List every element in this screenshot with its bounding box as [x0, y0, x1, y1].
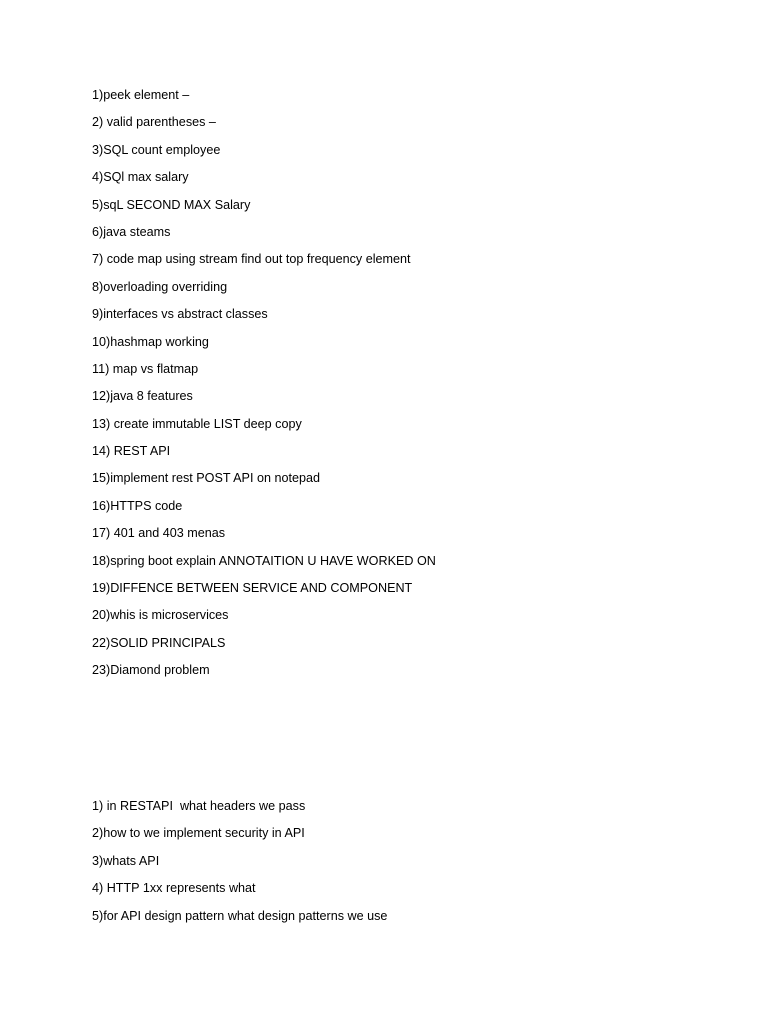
list-item: 16)HTTPS code [92, 498, 183, 513]
list-item: 1)peek element – [92, 88, 190, 102]
question-list-first [92, 82, 436, 685]
list-item: 2)how to we implement security in API [92, 826, 305, 841]
list-item: 2) valid parentheses – [92, 115, 216, 130]
list-item: 7) code map using stream find out top frequency element [92, 252, 411, 267]
list-item: 8)overloading overriding [92, 279, 228, 294]
list-item: 3)whats API [92, 853, 160, 868]
list-item: 19)DIFFENCE BETWEEN SERVICE AND COMPONENT [92, 581, 413, 596]
list-item: 20)whis is microservices [92, 608, 229, 623]
list-item: 5)for API design pattern what design patterns we use [92, 908, 388, 923]
list-item: 23)Diamond problem [92, 663, 210, 678]
list-item: 15)implement rest POST API on notepad [92, 471, 320, 486]
list-item: 12)java 8 features [92, 389, 193, 404]
list-item: 6)java steams [92, 224, 171, 239]
list-item: 22)SOLID PRINCIPALS [92, 635, 226, 650]
list-item: 3)SQL count employee [92, 142, 221, 157]
list-item: 11) map vs flatmap [92, 361, 199, 376]
list-item: 4)SQl max salary [92, 170, 189, 185]
list-item: 14) REST API [92, 444, 171, 459]
list-item: 17) 401 and 403 menas [92, 526, 226, 541]
list-item: 4) HTTP 1xx represents what [92, 881, 256, 896]
list-item: 18)spring boot explain ANNOTAITION U HAVE WORKED ON [92, 553, 436, 568]
list-item: 5)sqL SECOND MAX Salary [92, 197, 251, 212]
question-list-second [92, 793, 387, 930]
list-item: 10)hashmap working [92, 334, 209, 349]
list-item: 13) create immutable LIST deep copy [92, 416, 302, 431]
list-item: 1) in RESTAPI what headers we pass [92, 799, 306, 813]
list-item: 9)interfaces vs abstract classes [92, 307, 268, 322]
